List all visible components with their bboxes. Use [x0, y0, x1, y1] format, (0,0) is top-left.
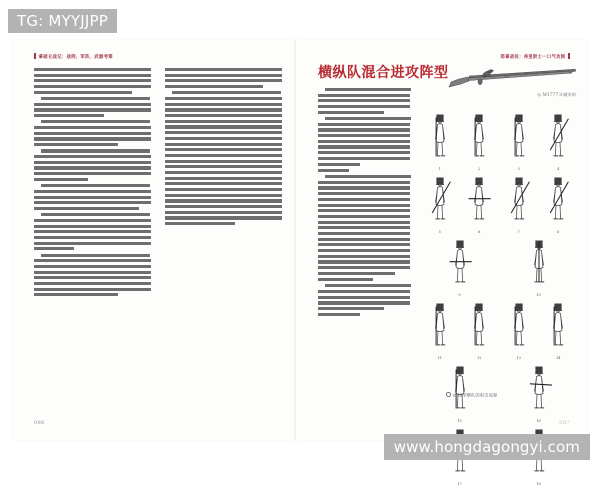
text-line: [318, 169, 349, 172]
text-line: [34, 108, 151, 111]
text-line: [318, 215, 410, 218]
drill-figure-number: 13: [516, 356, 521, 360]
text-line: [165, 211, 282, 214]
text-line: [41, 120, 150, 123]
text-line: [41, 254, 150, 257]
drill-figure-cell: [425, 175, 455, 234]
text-line: [318, 255, 410, 258]
text-line: [41, 97, 150, 100]
text-line: [165, 74, 282, 77]
text-line: [318, 296, 410, 299]
text-line: [318, 157, 410, 160]
text-line: [34, 196, 151, 199]
drill-figure-number: 15: [457, 419, 462, 423]
caption-bullet-icon: [446, 392, 451, 397]
text-paragraph: [34, 254, 151, 297]
soldier-figure-icon: [427, 112, 453, 162]
drill-figure-number: 18: [536, 482, 541, 486]
text-line: [34, 132, 151, 135]
text-line: [34, 126, 151, 129]
drill-figure-cell: [464, 175, 494, 234]
drill-figure-number: 3: [517, 167, 520, 171]
text-line: [318, 186, 410, 189]
text-line: [318, 128, 410, 131]
soldier-figure-icon: [526, 364, 552, 414]
drill-figure-cell: [524, 238, 554, 297]
text-line: [318, 272, 395, 275]
figure-caption: [446, 392, 576, 399]
text-line: [318, 140, 410, 143]
text-line: [318, 94, 410, 97]
text-line: [165, 143, 282, 146]
drill-figure-cell: [464, 112, 494, 171]
text-line: [165, 68, 282, 71]
text-paragraph: [318, 313, 410, 316]
text-paragraph: [165, 68, 282, 88]
left-running-head-text: 拿破仑战记：战例、军阵、武器考察: [38, 55, 113, 60]
text-paragraph: [318, 169, 410, 172]
right-page-running-head: [500, 53, 570, 60]
right-running-head-text: 耶拿战役：弗里斯士一口气攻倒: [500, 55, 566, 60]
text-line: [318, 105, 410, 108]
text-line: [34, 85, 151, 88]
text-line: [34, 225, 151, 228]
text-paragraph: [34, 68, 151, 94]
text-line: [165, 165, 282, 168]
text-line: [165, 137, 282, 140]
musket-caption: ◎ M1777式燧发枪: [537, 92, 576, 97]
drill-figure-number: 17: [457, 482, 462, 486]
text-line: [165, 114, 282, 117]
text-line: [34, 236, 151, 239]
text-line: [34, 79, 151, 82]
figure-caption-text: ◎ 线型横队的射击流程: [452, 392, 498, 398]
section-title: 横纵队混合进攻阵型: [318, 65, 449, 81]
text-line: [34, 74, 151, 77]
drill-figure-cell: [504, 112, 534, 171]
text-line: [34, 288, 151, 291]
text-paragraph: [34, 184, 151, 210]
text-line: [318, 249, 410, 252]
text-line: [318, 221, 410, 224]
text-line: [318, 209, 410, 212]
text-line: [165, 171, 282, 174]
soldier-figure-icon: [466, 301, 492, 351]
text-line: [41, 149, 150, 152]
drill-figure-number: 6: [478, 230, 481, 234]
text-line: [165, 177, 282, 180]
left-page-text-columns: [34, 68, 282, 300]
text-line: [165, 148, 282, 151]
text-line: [165, 216, 282, 219]
text-line: [34, 259, 151, 262]
text-line: [325, 175, 411, 178]
text-line: [34, 201, 151, 204]
drill-figure-cell: [445, 238, 475, 297]
text-line: [318, 145, 410, 148]
text-line: [34, 230, 151, 233]
drill-figure-cell: [504, 301, 534, 360]
drill-figure-cell: [543, 301, 573, 360]
drill-figure-cell: [464, 301, 494, 360]
watermark-bottom-right: www.hongdagongyi.com: [384, 434, 590, 460]
text-line: [325, 117, 411, 120]
text-line: [318, 163, 360, 166]
text-paragraph: [318, 284, 410, 310]
text-line: [34, 219, 151, 222]
drill-figure-row: [420, 301, 578, 360]
text-line: [165, 79, 282, 82]
drill-figure-number: 14: [556, 356, 561, 360]
text-line: [325, 284, 411, 287]
soldier-figure-icon: [447, 364, 473, 414]
text-line: [34, 242, 151, 245]
soldier-figure-icon: [545, 112, 571, 162]
drill-figure-cell: [543, 175, 573, 234]
text-line: [34, 137, 151, 140]
text-line: [325, 88, 411, 91]
text-line: [318, 151, 410, 154]
drill-figure-number: 5: [438, 230, 441, 234]
text-line: [318, 243, 410, 246]
text-line: [34, 265, 151, 268]
soldier-figure-icon: [447, 238, 473, 288]
text-line: [165, 85, 263, 88]
running-head-rule-icon: [34, 53, 36, 59]
text-line: [34, 166, 151, 169]
text-paragraph: [318, 88, 410, 114]
drill-figure-number: 7: [517, 230, 520, 234]
text-line: [34, 172, 151, 175]
text-paragraph: [34, 120, 151, 146]
text-line: [34, 143, 118, 146]
soldier-figure-icon: [506, 301, 532, 351]
drill-figure-number: 4: [557, 167, 560, 171]
soldier-figure-icon: [526, 238, 552, 288]
drill-figure-number: 8: [557, 230, 560, 234]
soldier-figure-icon: [466, 175, 492, 225]
text-line: [318, 301, 410, 304]
running-head-rule-icon: [568, 53, 570, 59]
text-line: [318, 260, 410, 263]
text-line: [34, 271, 151, 274]
drill-figure-row: [420, 238, 578, 297]
text-line: [34, 190, 151, 193]
drill-figure-row: [420, 175, 578, 234]
left-page-running-head: [34, 53, 113, 60]
text-paragraph: [34, 97, 151, 117]
text-line: [165, 154, 282, 157]
text-line: [34, 161, 151, 164]
drill-figure-number: 10: [536, 293, 541, 297]
text-paragraph: [165, 91, 282, 225]
text-line: [165, 103, 282, 106]
soldier-figure-icon: [466, 112, 492, 162]
text-line: [34, 103, 151, 106]
drill-figure-number: 16: [536, 419, 541, 423]
text-line: [165, 199, 282, 202]
text-line: [318, 290, 410, 293]
text-line: [165, 194, 282, 197]
text-line: [165, 97, 282, 100]
text-line: [318, 134, 410, 137]
text-line: [318, 198, 410, 201]
text-paragraph: [318, 175, 410, 275]
text-line: [165, 160, 282, 163]
drill-figure-cell: [504, 175, 534, 234]
text-line: [318, 192, 410, 195]
text-paragraph: [318, 117, 410, 166]
text-line: [318, 181, 410, 184]
text-line: [318, 266, 410, 269]
text-line: [318, 99, 410, 102]
text-line: [41, 184, 150, 187]
text-line: [34, 91, 132, 94]
text-column: [165, 68, 282, 300]
text-line: [34, 155, 151, 158]
text-line: [165, 205, 282, 208]
text-line: [34, 114, 104, 117]
soldier-figure-icon: [506, 175, 532, 225]
left-page-folio: 086: [34, 420, 45, 426]
soldier-figure-icon: [545, 301, 571, 351]
text-line: [34, 68, 151, 71]
text-paragraph: [318, 278, 410, 281]
soldier-figure-icon: [427, 301, 453, 351]
text-line: [318, 111, 384, 114]
text-line: [318, 307, 384, 310]
text-line: [34, 247, 74, 250]
text-line: [34, 293, 118, 296]
soldier-figure-icon: [506, 112, 532, 162]
text-line: [165, 108, 282, 111]
text-paragraph: [34, 149, 151, 181]
right-page-folio: 087: [559, 420, 570, 426]
text-line: [318, 204, 410, 207]
text-line: [34, 282, 151, 285]
soldier-figure-icon: [545, 175, 571, 225]
drill-figure-number: 12: [477, 356, 482, 360]
text-line: [34, 178, 88, 181]
text-line: [41, 213, 150, 216]
watermark-top-left: TG: MYYJJPP: [8, 9, 117, 33]
text-line: [318, 123, 410, 126]
drill-figure-number: 9: [458, 293, 461, 297]
text-paragraph: [34, 213, 151, 250]
drill-figure-cell: [425, 112, 455, 171]
text-line: [34, 207, 139, 210]
drill-figure-number: 2: [478, 167, 481, 171]
drill-figure-number: 1: [438, 167, 441, 171]
drill-figure-cell: [425, 301, 455, 360]
text-line: [165, 120, 282, 123]
text-line: [318, 278, 373, 281]
text-line: [165, 188, 282, 191]
text-line: [318, 313, 360, 316]
text-line: [165, 131, 282, 134]
text-column: [34, 68, 151, 300]
drill-figure-row: [420, 112, 578, 171]
text-line: [318, 226, 410, 229]
text-line: [172, 91, 281, 94]
text-line: [318, 232, 410, 235]
text-line: [165, 182, 282, 185]
soldier-figure-icon: [427, 175, 453, 225]
right-page-intro-column: [318, 88, 410, 320]
text-line: [34, 276, 151, 279]
drill-figure-number: 11: [437, 356, 442, 360]
text-line: [165, 222, 235, 225]
text-line: [165, 125, 282, 128]
text-line: [318, 238, 410, 241]
drill-figure-cell: [543, 112, 573, 171]
left-page: [12, 40, 296, 440]
